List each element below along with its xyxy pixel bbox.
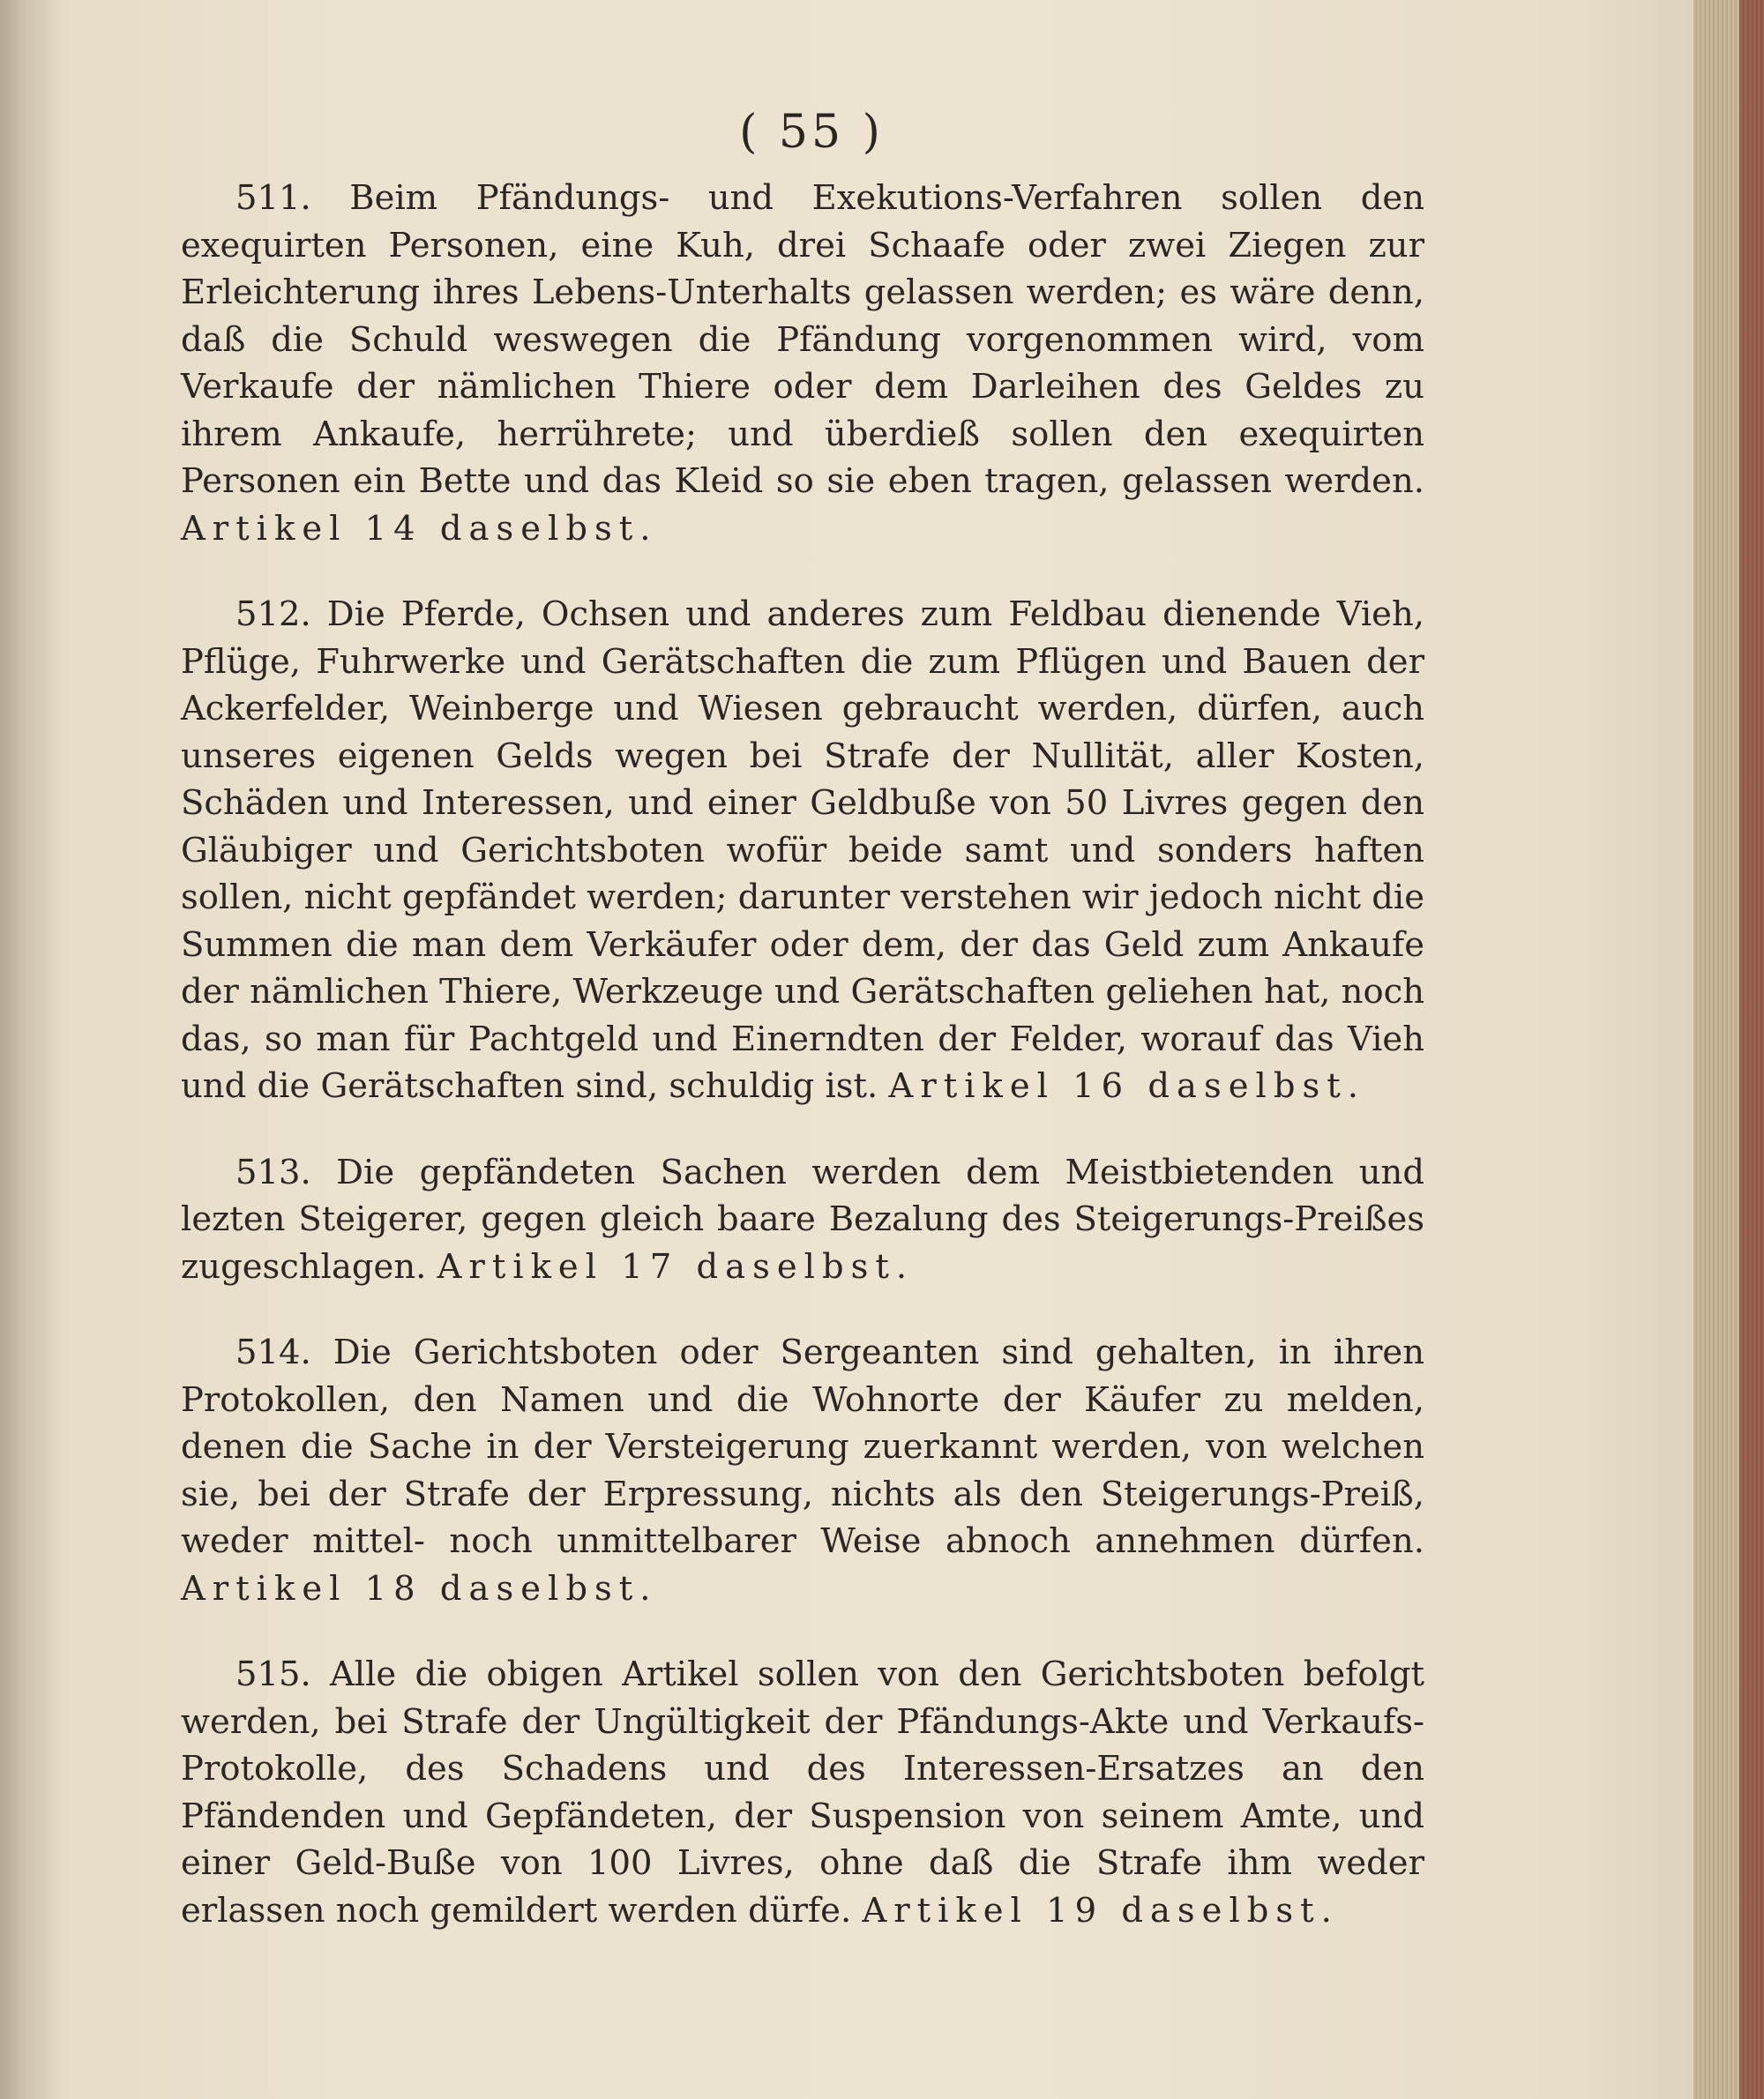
article-reference: Artikel 17 daselbst. xyxy=(437,1246,915,1287)
paragraph-text: 515. Alle die obigen Artikel sollen von den Gerichtsboten befolgt werden, bei Strafe der Ungültigkeit der Pfändungs-Akte und Verkaufs-Protokolle, des Schadens und des Interessen-Ersatzes an den Pfändenden und Gepfändeten, der Suspension von seinem Amte, und einer Geld-Buße von 100 Livres, ohne daß die Strafe ihm weder erlassen noch gemildert werden dürfe. xyxy=(181,1655,1424,1931)
article-reference: Artikel 16 daselbst. xyxy=(888,1066,1365,1106)
paragraph-text: 512. Die Pferde, Ochsen und anderes zum Feldbau dienende Vieh, Pflüge, Fuhrwerke und Gerätschaften die zum Pflügen und Bauen der Ackerfelder, Weinberge und Wiesen gebraucht werden, dürfen, auch unseres eigenen Gelds wegen bei Strafe der Nullität, aller Kosten, Schäden und Interessen, und einer Geldbuße von 50 Livres gegen den Gläubiger und Gerichtsboten wofür beide samt und sonders haften sollen, nicht gepfändet werden; darunter verstehen wir jedoch nicht die Summen die man dem Verkäufer oder dem, der das Geld zum Ankaufe der nämlichen Thiere, Werkzeuge und Gerätschaften geliehen hat, noch das, so man für Pachtgeld und Einerndten der Felder, worauf das Vieh und die Gerätschaften sind, schuldig ist. xyxy=(181,594,1424,1106)
page-body xyxy=(181,175,1424,1973)
gutter-shadow xyxy=(0,0,62,2099)
article-reference: Artikel 19 daselbst. xyxy=(862,1890,1339,1931)
paragraph-514 xyxy=(181,1329,1424,1612)
paragraph-515 xyxy=(181,1651,1424,1934)
paragraph-text: 511. Beim Pfändungs- und Exekutions-Verfahren sollen den exequirten Personen, eine Kuh, drei Schaafe oder zwei Ziegen zur Erleichterung ihres Lebens-Unterhalts gelassen werden; es wäre denn, daß die Schuld weswegen die Pfändung vorgenommen wird, vom Verkaufe der nämlichen Thiere oder dem Darleihen des Geldes zu ihrem Ankaufe, herrührete; und überdieß sollen den exequirten Personen ein Bette und das Kleid so sie eben tragen, gelassen werden. xyxy=(181,178,1424,501)
paragraph-text: 514. Die Gerichtsboten oder Sergeanten sind gehalten, in ihren Protokollen, den Namen und die Wohnorte der Käufer zu melden, denen die Sache in der Versteigerung zuerkannt werden, von welchen sie, bei der Strafe der Erpressung, nichts als den Steigerungs-Preiß, weder mittel- noch unmittelbarer Weise abnoch annehmen dürfen. xyxy=(181,1333,1424,1561)
article-reference: Artikel 18 daselbst. xyxy=(181,1568,658,1609)
page-number: ( 55 ) xyxy=(739,106,884,159)
paragraph-text: 513. Die gepfändeten Sachen werden dem Meistbietenden und lezten Steigerer, gegen gleich baare Bezalung des Steigerungs-Preißes zugeschlagen. xyxy=(181,1152,1424,1287)
book-fore-edge-red xyxy=(1739,0,1764,2099)
paragraph-513 xyxy=(181,1149,1424,1291)
paragraph-511 xyxy=(181,175,1424,552)
article-reference: Artikel 14 daselbst. xyxy=(181,508,658,549)
paragraph-512 xyxy=(181,591,1424,1110)
